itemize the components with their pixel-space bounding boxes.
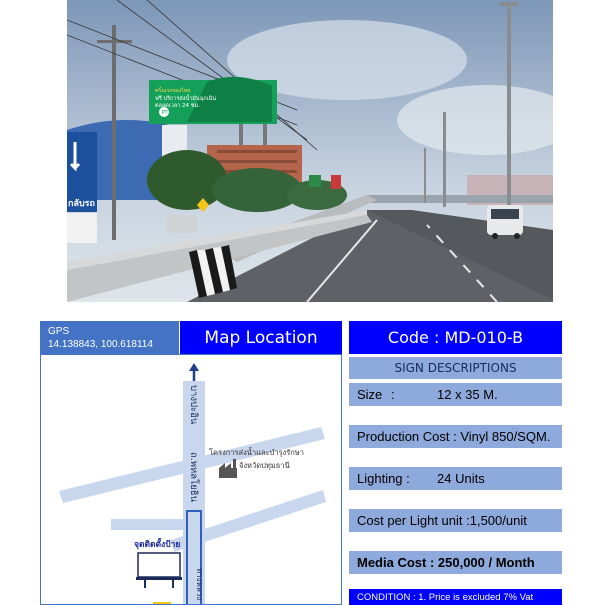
size-row <box>349 383 562 406</box>
billboard-text-line1: ครั้งแรกของไทย <box>155 88 191 94</box>
size-separator: : <box>391 387 395 402</box>
billboard-text-line2: ฟรี บริการส่งน้ำมันฉุกเฉิน <box>155 96 217 102</box>
billboard-marker-label: จุดติดตั้งป้าย <box>134 540 181 550</box>
billboard-brand: PT <box>161 110 168 116</box>
main-road-label: ถ.พหลโยธิน <box>188 452 199 503</box>
map-location-title: Map Location <box>180 321 342 354</box>
light-unit-cost: Cost per Light unit :1,500/unit <box>357 513 527 528</box>
direction-label: บางปะอิน <box>188 385 199 425</box>
lower-road-label: ทางหลวง <box>195 568 204 601</box>
billboard-marker-icon <box>136 553 182 588</box>
billboard-text-line3: ตลอดเวลา 24 ชม. <box>155 103 200 109</box>
production-cost-row <box>349 425 562 448</box>
sign-descriptions-header: SIGN DESCRIPTIONS <box>349 357 562 379</box>
light-cost-row <box>349 509 562 532</box>
size-value: 12 x 35 M. <box>437 387 498 402</box>
gps-box <box>40 321 179 354</box>
map-illustration <box>41 355 342 605</box>
road-sign-text: กลับรถ <box>68 199 95 209</box>
lighting-label: Lighting : <box>357 471 410 486</box>
media-cost: Media Cost : 250,000 / Month <box>357 555 535 570</box>
gps-coordinates: 14.138843, 100.618114 <box>48 339 153 350</box>
condition-row <box>349 589 562 605</box>
billboard-site-photo <box>67 0 553 302</box>
size-label: Size <box>357 387 383 402</box>
lighting-value: 24 Units <box>437 471 485 486</box>
factory-label-line2: จังหวัดปทุมธานี <box>239 461 290 470</box>
condition-text: CONDITION : 1. Price is excluded 7% Vat <box>357 591 534 603</box>
factory-label-line1: โครงการส่งน้ำและบำรุงรักษา <box>209 448 304 457</box>
media-cost-row <box>349 551 562 574</box>
location-map <box>40 354 342 605</box>
gps-label: GPS <box>48 326 70 337</box>
lighting-row <box>349 467 562 490</box>
production-cost: Production Cost : Vinyl 850/SQM. <box>357 429 551 444</box>
sign-code-title: Code : MD-010-B <box>349 321 562 354</box>
street-scene-illustration <box>67 0 553 302</box>
